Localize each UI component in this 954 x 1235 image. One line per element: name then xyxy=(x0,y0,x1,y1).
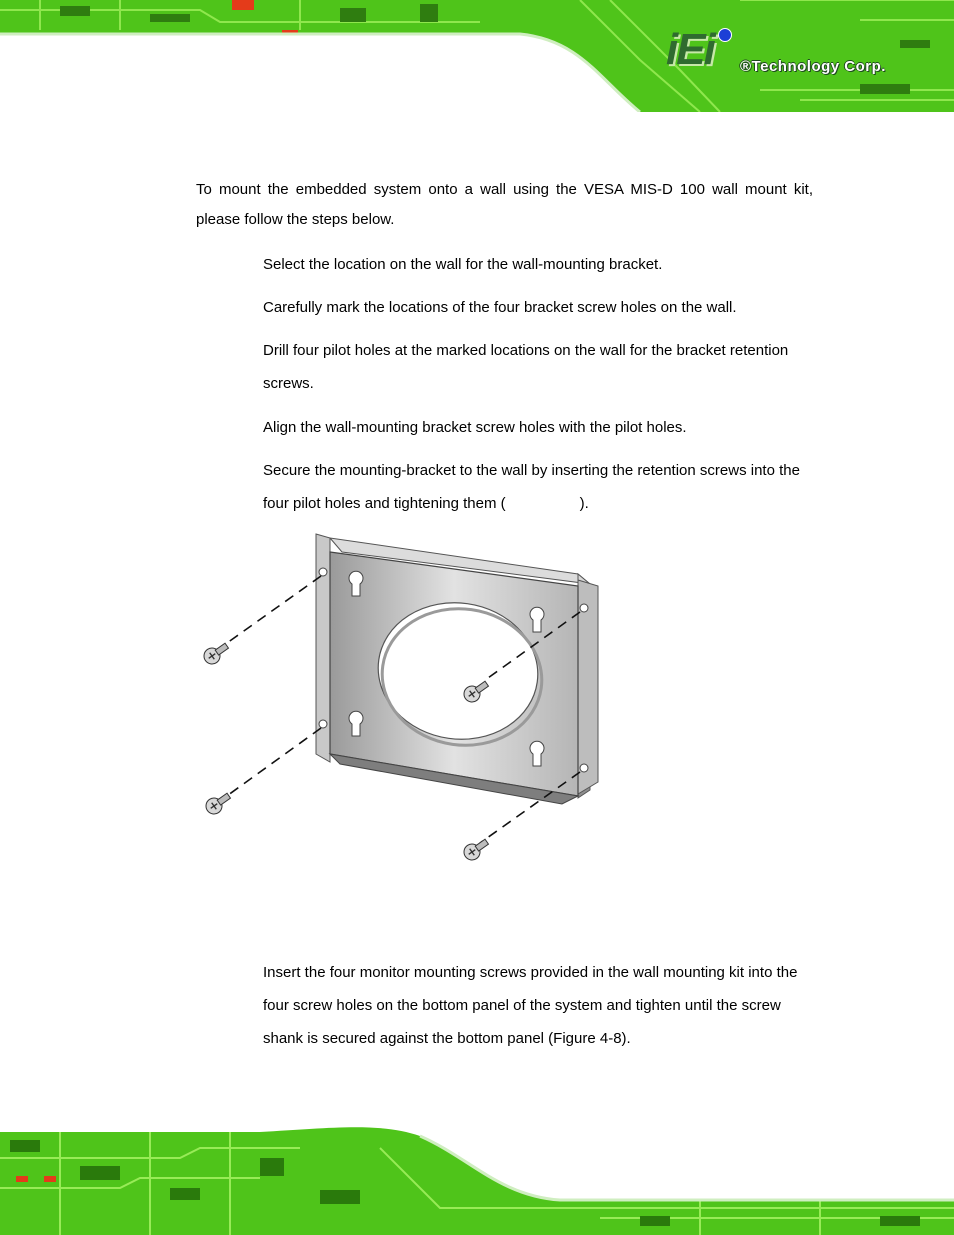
step-item: Align the wall-mounting bracket screw holes with the pilot holes. xyxy=(263,419,687,436)
step-text-close: ). xyxy=(579,495,589,512)
step-item: Insert the four monitor mounting screws provided in the wall mounting kit into the four screw holes on the bottom panel of the system and tighten until the screw shank is secured against the bottom panel (Figure 4-8). xyxy=(263,964,798,1047)
wall-bracket-illustration xyxy=(190,528,610,873)
company-logo xyxy=(666,26,926,82)
intro-paragraph: To mount the embedded system onto a wall using the VESA MIS-D 100 wall mount kit, please follow the steps below. xyxy=(196,181,813,228)
step-text: Secure the mounting-bracket to the wall by inserting the retention screws into the four pilot holes and tightening them ( xyxy=(263,462,800,512)
step-item: Drill four pilot holes at the marked locations on the wall for the bracket retention screws. xyxy=(263,342,789,392)
company-name: ®Technology Corp. xyxy=(740,58,886,75)
step-item xyxy=(263,454,823,520)
logo-dot-icon xyxy=(718,28,732,42)
step-item: Carefully mark the locations of the four bracket screw holes on the wall. xyxy=(263,299,737,316)
footer-banner xyxy=(0,1118,954,1235)
logo-mark: iEi xyxy=(666,25,714,74)
step-item: Select the location on the wall for the wall-mounting bracket. xyxy=(263,256,663,273)
